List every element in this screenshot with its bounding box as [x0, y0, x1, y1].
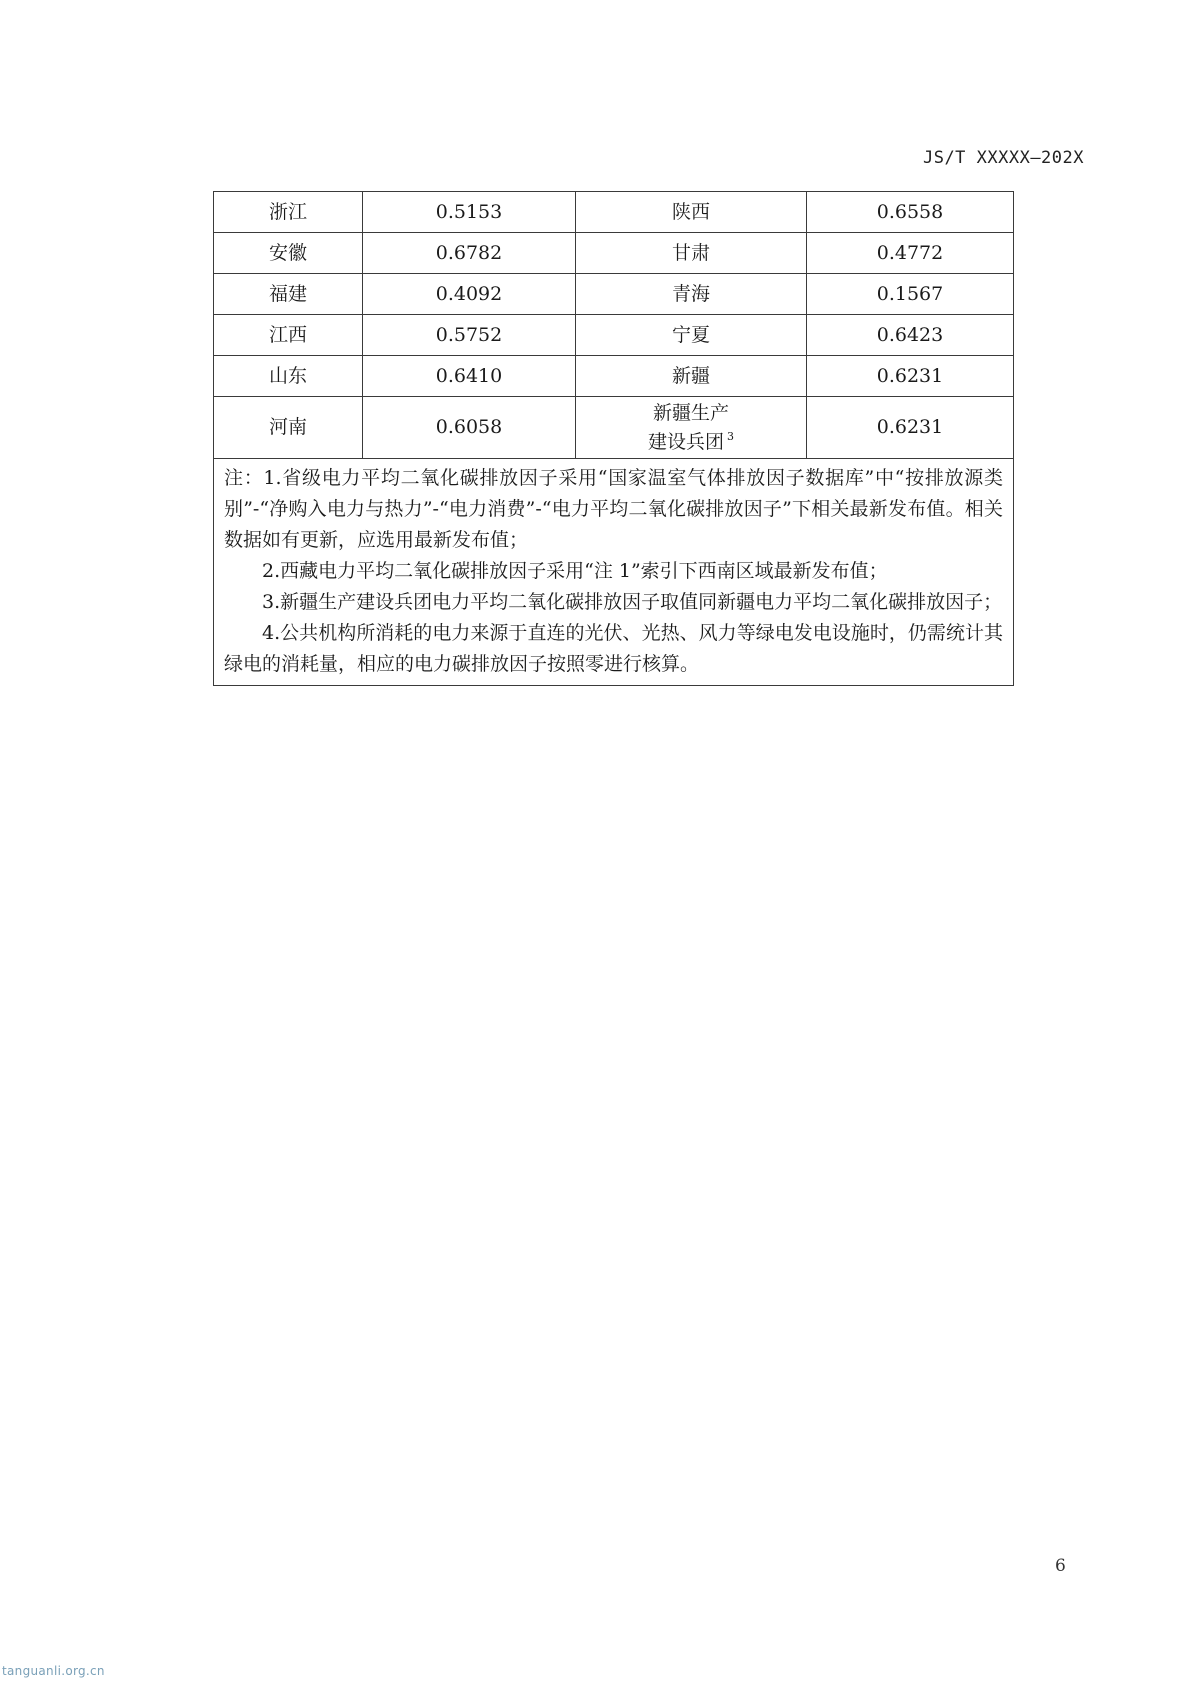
province-cell: 安徽 — [214, 233, 363, 274]
province-cell: 福建 — [214, 274, 363, 315]
factor-value-cell: 0.6231 — [807, 356, 1014, 397]
note-item: 2.西藏电力平均二氧化碳排放因子采用“注 1”索引下西南区域最新发布值； — [262, 560, 888, 582]
note-item: 3.新疆生产建设兵团电力平均二氧化碳排放因子取值同新疆电力平均二氧化碳排放因子； — [262, 591, 1003, 613]
province-cell: 陕西 — [576, 192, 807, 233]
factor-value-cell: 0.4092 — [363, 274, 576, 315]
table-row — [214, 315, 1014, 356]
province-cell: 青海 — [576, 274, 807, 315]
factor-value-cell: 0.6058 — [363, 397, 576, 459]
emission-factor-table — [213, 191, 1014, 686]
factor-value-cell: 0.6410 — [363, 356, 576, 397]
table-row — [214, 192, 1014, 233]
footnote-marker: 3 — [727, 430, 734, 444]
notes-row — [214, 459, 1014, 686]
table-row — [214, 274, 1014, 315]
table-row — [214, 397, 1014, 459]
province-cell: 河南 — [214, 397, 363, 459]
province-cell: 宁夏 — [576, 315, 807, 356]
factor-value-cell: 0.6423 — [807, 315, 1014, 356]
notes-cell — [214, 459, 1014, 686]
watermark: tanguanli.org.cn — [2, 1664, 105, 1678]
factor-value-cell: 0.5153 — [363, 192, 576, 233]
factor-value-cell: 0.6558 — [807, 192, 1014, 233]
province-cell: 浙江 — [214, 192, 363, 233]
province-name-text: 建设兵团 — [647, 430, 724, 453]
factor-value-cell: 0.6782 — [363, 233, 576, 274]
province-cell: 山东 — [214, 356, 363, 397]
factor-value-cell: 0.6231 — [807, 397, 1014, 459]
table-row — [214, 233, 1014, 274]
note-item: 4.公共机构所消耗的电力来源于直连的光伏、光热、风力等绿电发电设施时，仍需统计其绿电的消耗量，相应的电力碳排放因子按照零进行核算。 — [224, 622, 1003, 675]
factor-value-cell: 0.4772 — [807, 233, 1014, 274]
province-name-line — [580, 428, 802, 457]
province-cell — [576, 397, 807, 459]
province-cell: 甘肃 — [576, 233, 807, 274]
province-cell: 新疆 — [576, 356, 807, 397]
document-code: JS/T XXXXX—202X — [922, 148, 1084, 168]
note-item: 注：1.省级电力平均二氧化碳排放因子采用“国家温室气体排放因子数据库”中“按排放源类别”-“净购入电力与热力”-“电力消费”-“电力平均二氧化碳排放因子”下相关最新发布值。相关数据如有更新，应选用最新发布值； — [224, 467, 1003, 551]
factor-value-cell: 0.1567 — [807, 274, 1014, 315]
province-cell: 江西 — [214, 315, 363, 356]
province-name-line: 新疆生产 — [652, 401, 729, 424]
table-row — [214, 356, 1014, 397]
page-number: 6 — [1055, 1556, 1066, 1576]
factor-value-cell: 0.5752 — [363, 315, 576, 356]
